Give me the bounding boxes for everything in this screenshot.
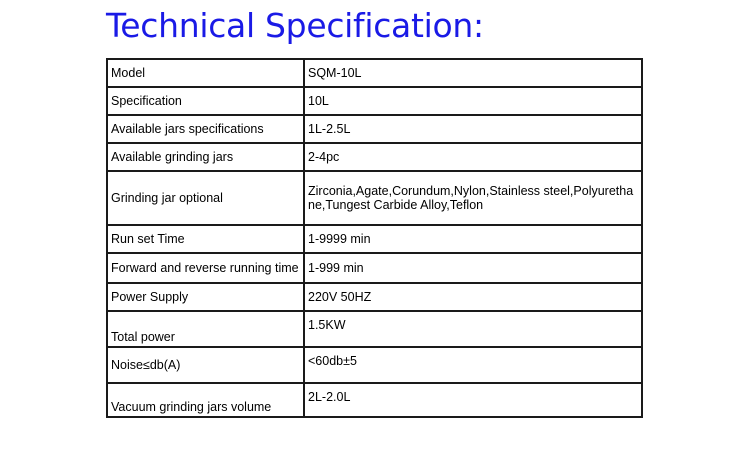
table-row — [107, 143, 642, 171]
table-row — [107, 283, 642, 311]
row-label: Forward and reverse running time — [107, 253, 304, 283]
row-label: Run set Time — [107, 225, 304, 253]
row-value: <60db±5 — [304, 347, 642, 383]
row-value: 220V 50HZ — [304, 283, 642, 311]
spec-table — [106, 58, 643, 418]
table-row — [107, 115, 642, 143]
row-value: SQM-10L — [304, 59, 642, 87]
row-value: 1-9999 min — [304, 225, 642, 253]
row-label: Specification — [107, 87, 304, 115]
row-label: Grinding jar optional — [107, 171, 304, 225]
row-label: Power Supply — [107, 283, 304, 311]
table-row — [107, 383, 642, 417]
table-row — [107, 59, 642, 87]
table-row — [107, 347, 642, 383]
row-label: Vacuum grinding jars volume — [107, 383, 304, 417]
row-label: Available grinding jars — [107, 143, 304, 171]
row-label: Total power — [107, 311, 304, 347]
row-label: Noise≤db(A) — [107, 347, 304, 383]
row-value: 10L — [304, 87, 642, 115]
row-value: 1-999 min — [304, 253, 642, 283]
table-row — [107, 225, 642, 253]
row-value: 2L-2.0L — [304, 383, 642, 417]
row-value: 1.5KW — [304, 311, 642, 347]
row-value: 2-4pc — [304, 143, 642, 171]
row-label: Available jars specifications — [107, 115, 304, 143]
table-row — [107, 311, 642, 347]
row-value: Zirconia,Agate,Corundum,Nylon,Stainless steel,Polyurethane,Tungest Carbide Alloy,Teflon — [304, 171, 642, 225]
row-value: 1L-2.5L — [304, 115, 642, 143]
page-title: Technical Specification: — [106, 6, 484, 45]
row-label: Model — [107, 59, 304, 87]
table-row — [107, 253, 642, 283]
table-row — [107, 171, 642, 225]
table-row — [107, 87, 642, 115]
